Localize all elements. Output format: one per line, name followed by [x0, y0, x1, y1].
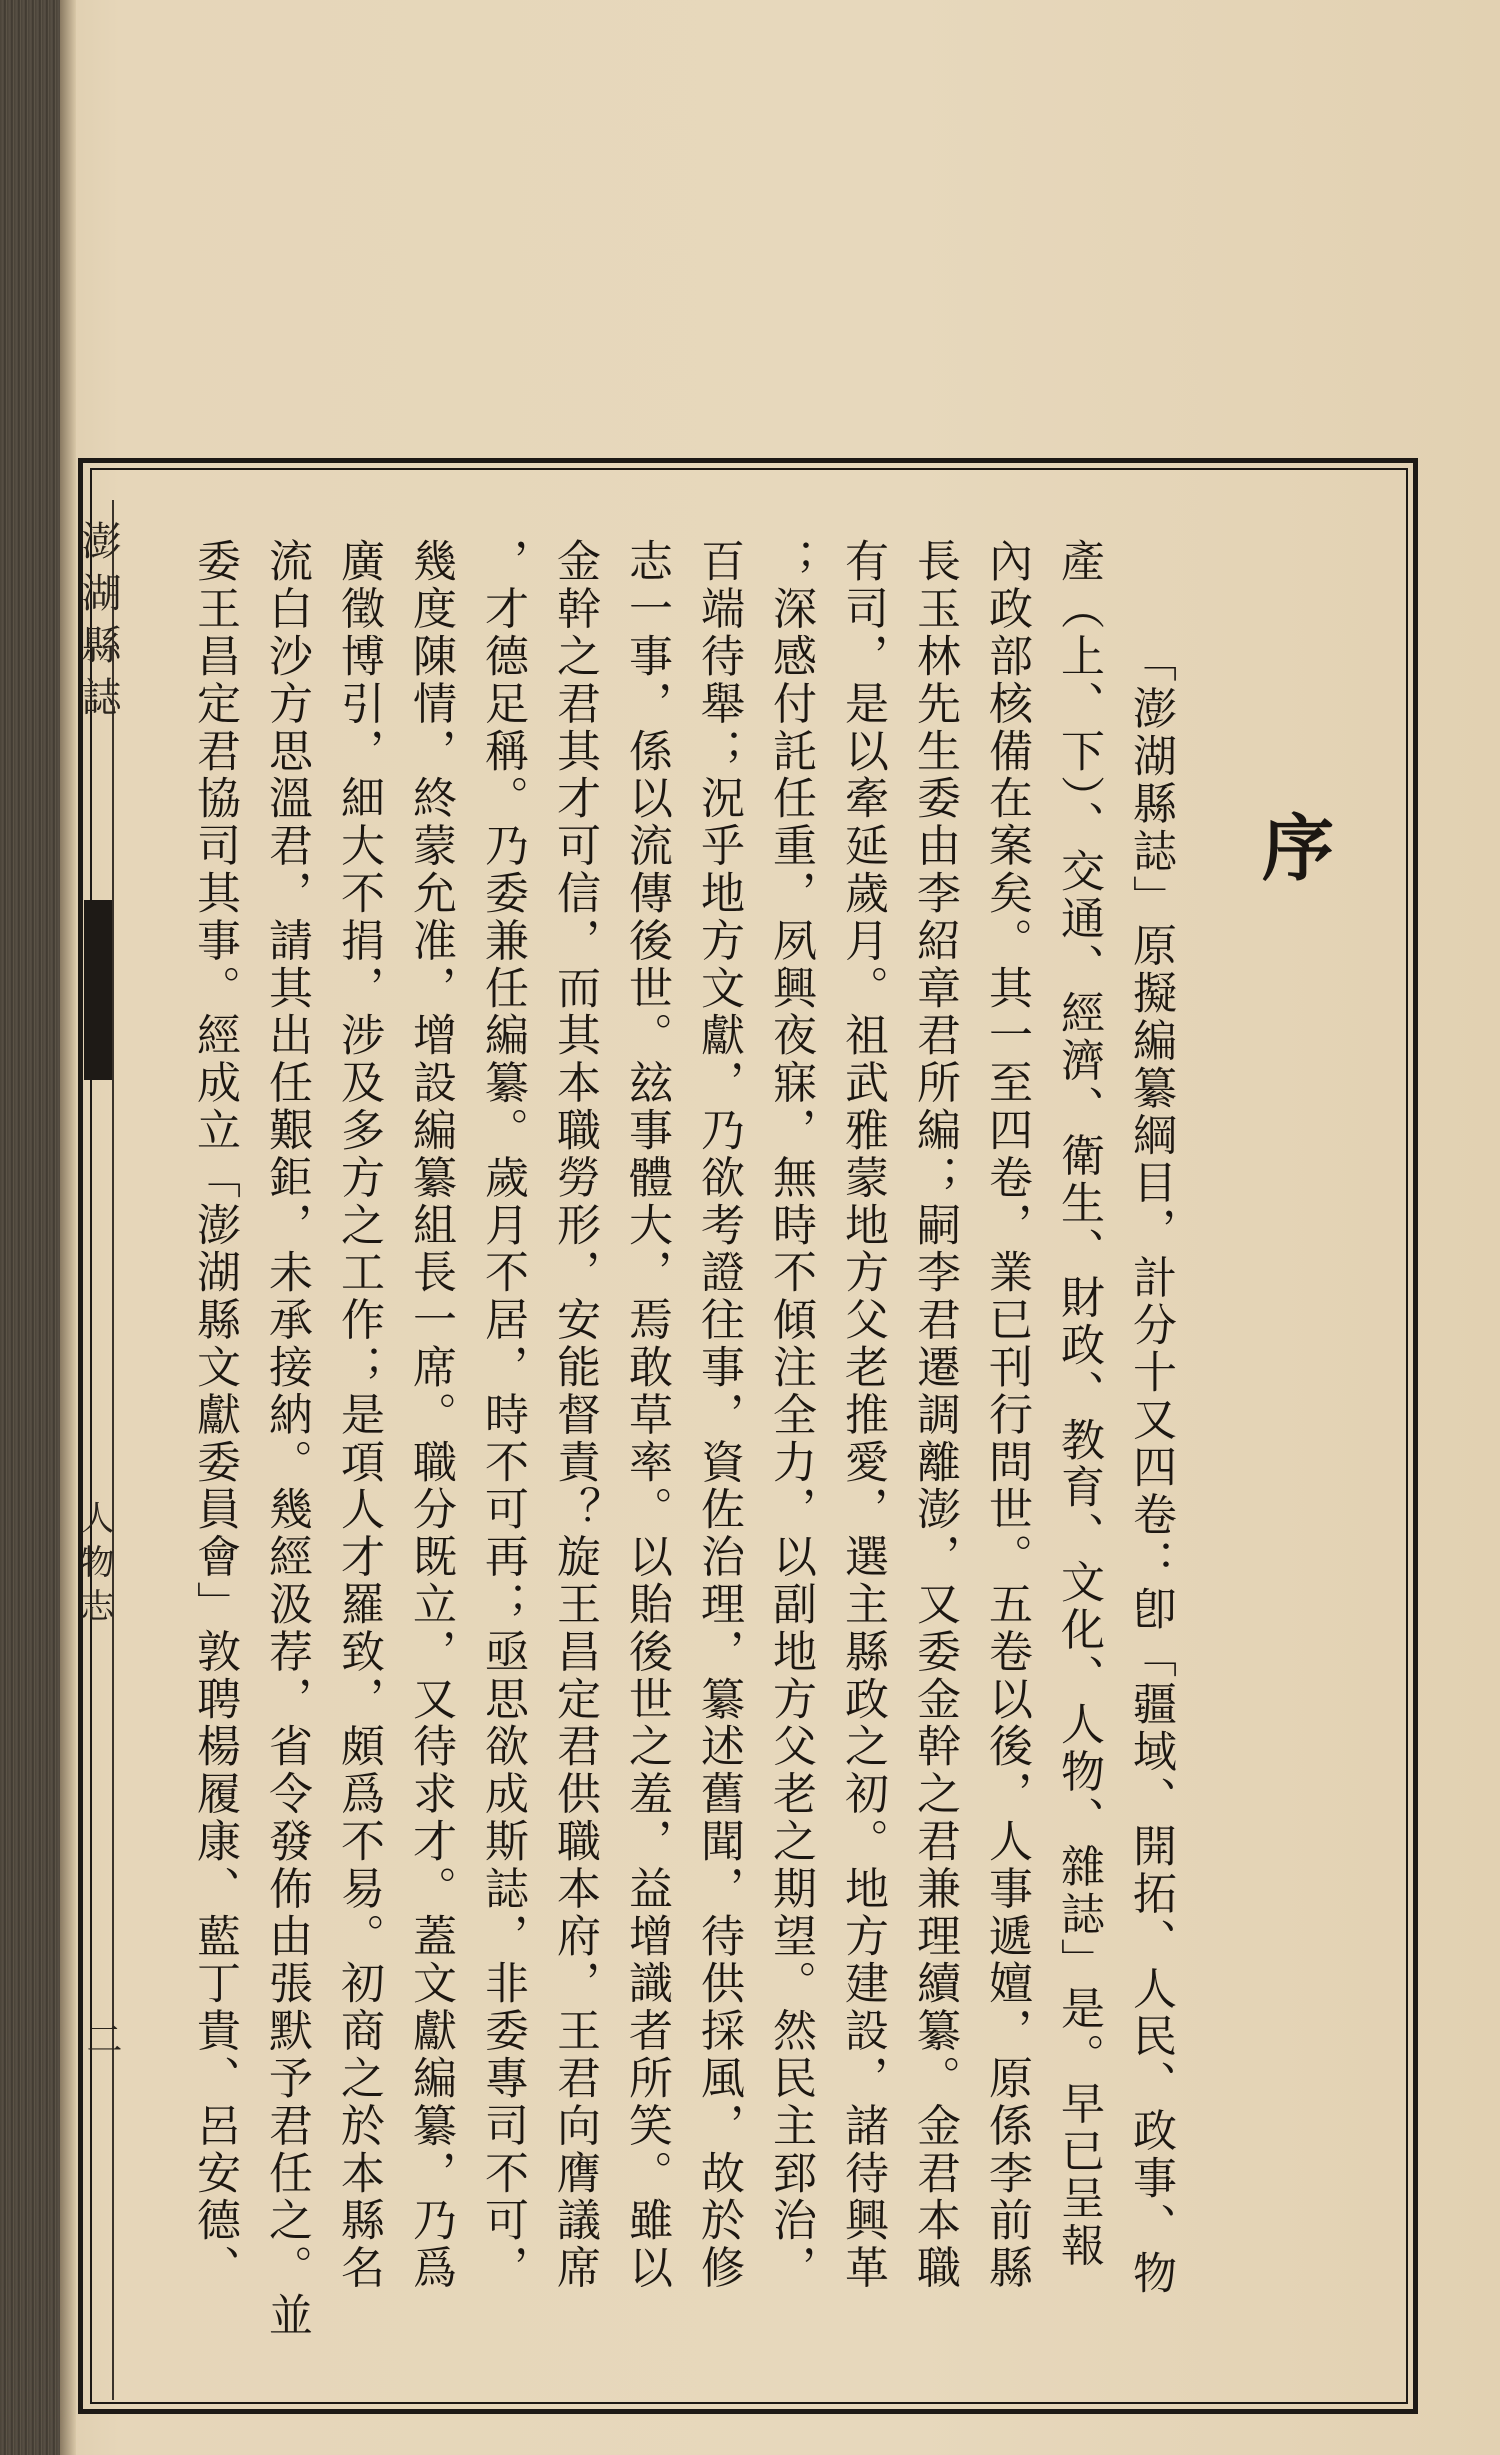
gutter-divider	[112, 500, 114, 2400]
gutter-colophon	[70, 500, 130, 2400]
text-column: 金幹之君其才可信，而其本職勞形，安能督責？旋王昌定君供職本府，王君向膺議席	[549, 538, 600, 2292]
text-column: 產（上、下）、交通、經濟、衛生、財政、教育、文化、人物、雜誌」是。早已呈報	[1053, 538, 1104, 2270]
text-column: 委王昌定君協司其事。經成立「澎湖縣文獻委員會」敦聘楊履康、藍丁貴、呂安德、	[189, 538, 240, 2292]
text-column: 流白沙方思溫君，請其出任艱鉅，未承接納。幾經汲荐，省令發佈由張默予君任之。並	[261, 538, 312, 2340]
text-column: ，才德足稱。乃委兼任編纂。歲月不居，時不可再；亟思欲成斯誌，非委專司不可，	[477, 538, 528, 2292]
text-column: 內政部核備在案矣。其一至四卷，業已刊行問世。五卷以後，人事遞嬗，原係李前縣	[981, 538, 1032, 2292]
text-column: 志一事，係以流傳後世。玆事體大，焉敢草率。以貽後世之羞，益增識者所笑。雖以	[621, 538, 672, 2292]
text-column: ；深感付託任重，夙興夜寐，無時不傾注全力，以副地方父老之期望。然民主郅治，	[765, 538, 816, 2292]
text-column: 廣徵博引，細大不捐，涉及多方之工作；是項人才羅致，頗爲不易。初商之於本縣名	[333, 538, 384, 2292]
text-column: 幾度陳情，終蒙允准，增設編纂組長一席。職分既立，又待求才。蓋文獻編纂，乃爲	[405, 538, 456, 2292]
fishtail-mark	[84, 900, 112, 1080]
text-column: 百端待舉；況乎地方文獻，乃欲考證往事，資佐治理，纂述舊聞，待供採風，故於修	[693, 538, 744, 2292]
text-column: 長玉林先生委由李紹章君所編；嗣李君遷調離澎，又委金幹之君兼理續纂。金君本職	[909, 538, 960, 2292]
page-number: 二	[81, 2020, 122, 2056]
preface-heading: 序	[1250, 810, 1335, 886]
text-column: 「澎湖縣誌」原擬編纂綱目，計分十又四卷：卽「疆域、開拓、人民、政事、物	[1125, 638, 1176, 2297]
book-binding	[0, 0, 60, 2455]
book-title: 澎湖縣誌	[75, 520, 121, 728]
section-name: 人物志	[74, 1500, 114, 1632]
text-column: 有司，是以牽延歲月。祖武雅蒙地方父老推愛，選主縣政之初。地方建設，諸待興革	[837, 538, 888, 2292]
